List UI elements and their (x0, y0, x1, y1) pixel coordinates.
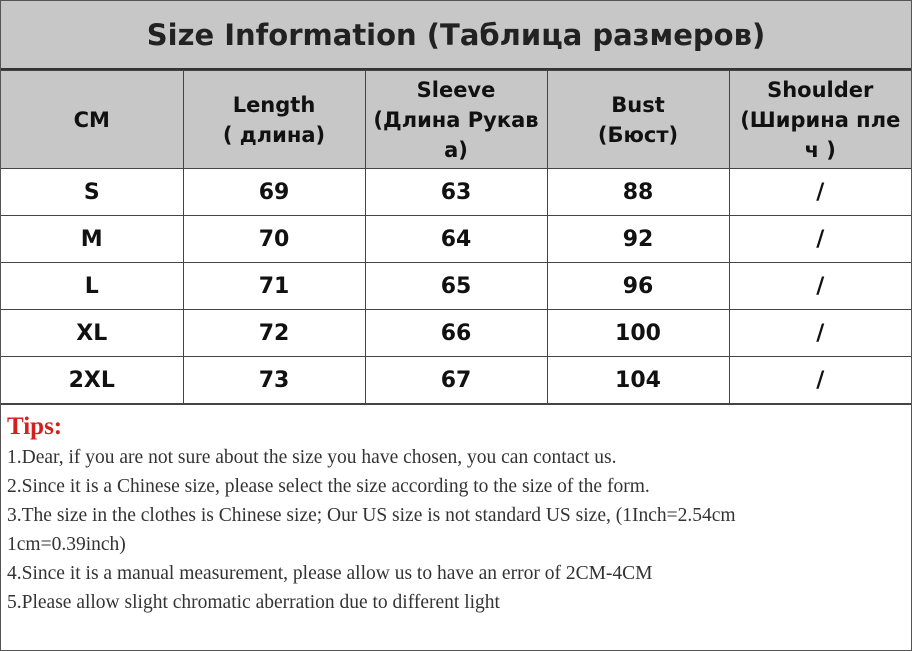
shoulder-cell: / (729, 216, 911, 263)
shoulder-cell: / (729, 310, 911, 357)
table-row (1, 357, 911, 404)
header-line: Length (232, 92, 316, 117)
length-cell: 73 (183, 357, 365, 404)
header-line: ч ) (804, 137, 836, 162)
sleeve-cell: 66 (365, 310, 547, 357)
bust-cell: 96 (547, 263, 729, 310)
size-cell: M (1, 216, 183, 263)
bust-cell: 92 (547, 216, 729, 263)
sleeve-cell: 67 (365, 357, 547, 404)
header-line: Sleeve (416, 77, 496, 102)
length-cell: 70 (183, 216, 365, 263)
length-cell: 71 (183, 263, 365, 310)
tips-section (1, 404, 911, 617)
size-cell: XL (1, 310, 183, 357)
header-length (183, 71, 365, 169)
header-line: CM (73, 107, 110, 132)
tip-line: 5.Please allow slight chromatic aberration due to different light (7, 592, 500, 613)
tip-line: 3.The size in the clothes is Chinese size; Our US size is not standard US size, (1Inch=2.54cm (7, 505, 736, 526)
header-line: Shoulder (767, 77, 874, 102)
table-row (1, 310, 911, 357)
header-line: (Бюст) (597, 122, 679, 147)
shoulder-cell: / (729, 263, 911, 310)
header-line: а) (444, 137, 468, 162)
shoulder-cell: / (729, 169, 911, 216)
length-cell: 72 (183, 310, 365, 357)
tip-line: 1cm=0.39inch) (7, 534, 126, 555)
header-line: Bust (611, 92, 665, 117)
header-sleeve (365, 71, 547, 169)
header-bust (547, 71, 729, 169)
table-row (1, 263, 911, 310)
header-line: (Ширина пле (740, 107, 901, 132)
size-cell: L (1, 263, 183, 310)
tip-line: 1.Dear, if you are not sure about the size you have chosen, you can contact us. (7, 447, 617, 468)
table-row (1, 216, 911, 263)
page-title: Size Information (Таблица размеров) (1, 1, 911, 70)
tip-line: 4.Since it is a manual measurement, please allow us to have an error of 2CM-4CM (7, 563, 653, 584)
header-shoulder (729, 71, 911, 169)
size-cell: S (1, 169, 183, 216)
shoulder-cell: / (729, 357, 911, 404)
header-line: (Длина Рукав (373, 107, 539, 132)
sleeve-cell: 63 (365, 169, 547, 216)
header-cm (1, 71, 183, 169)
size-cell: 2XL (1, 357, 183, 404)
bust-cell: 88 (547, 169, 729, 216)
bust-cell: 100 (547, 310, 729, 357)
size-table (1, 70, 911, 404)
table-header-row (1, 71, 911, 169)
tips-title: Tips: (7, 413, 63, 440)
tip-line: 2.Since it is a Chinese size, please select the size according to the size of the form. (7, 476, 650, 497)
length-cell: 69 (183, 169, 365, 216)
sleeve-cell: 65 (365, 263, 547, 310)
bust-cell: 104 (547, 357, 729, 404)
sleeve-cell: 64 (365, 216, 547, 263)
header-line: ( длина) (222, 122, 326, 147)
table-row (1, 169, 911, 216)
